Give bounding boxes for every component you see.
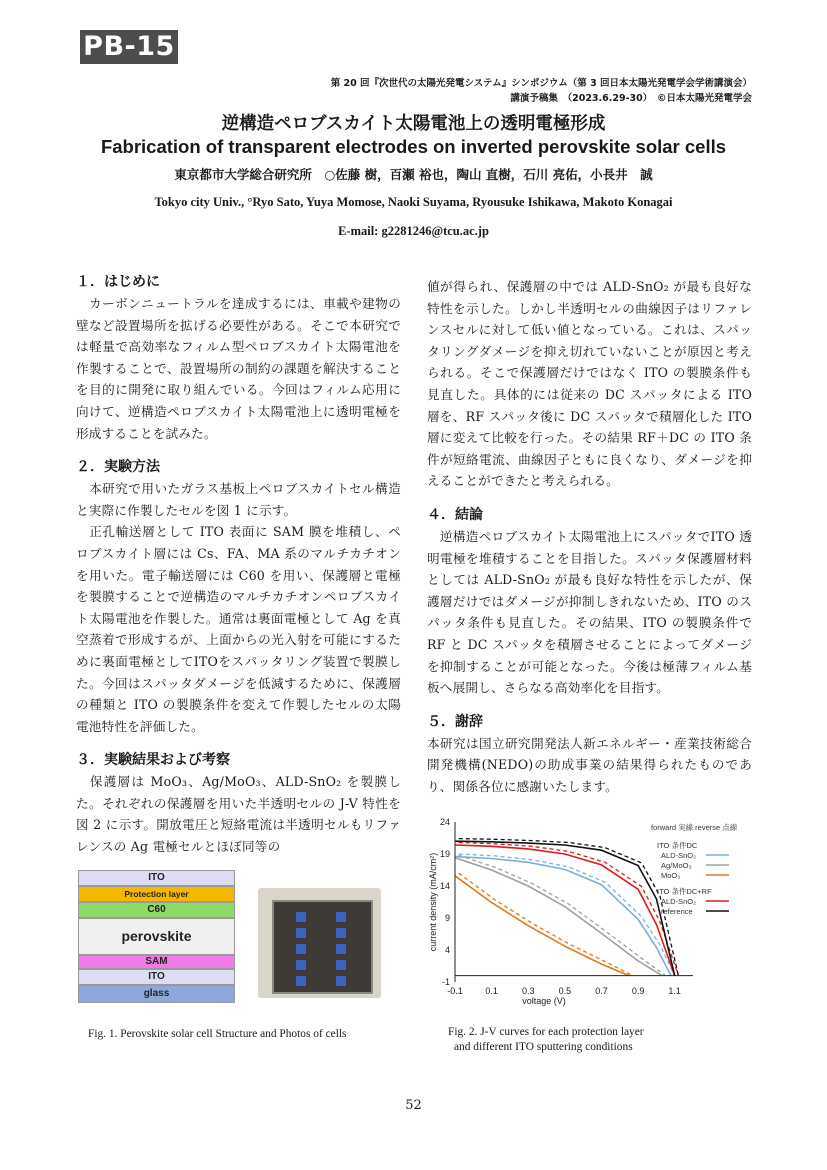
layer-protection: Protection layer bbox=[78, 886, 235, 902]
cells-photo bbox=[258, 888, 381, 998]
layer-c60: C60 bbox=[78, 902, 235, 918]
methods-paragraph-2: 正孔輸送層として ITO 表面に SAM 膜を堆積し、ペロブスカイト層には Cs、FA、MA 系のマルチカチオンを用いた。電子輸送層には C60 を用い、保護層と電極を製膜することで逆構造のマルチカチオンペロブスカイト太陽電池を作製した。通常は裏面電極として Ag を真空蒸着で形成するが、上面からの光入射を可能にするために裏面電極としてITOをスパッタリング装置で製膜した。今回はスパッタダメージを低減するために、保護層の種類と ITO の製膜条件を変えて作製したセルの太陽電池特性を評価した。 bbox=[76, 524, 401, 734]
y-tick-label: 14 bbox=[439, 881, 450, 891]
x-tick-label: 1.1 bbox=[668, 986, 681, 996]
authors-english: Tokyo city Univ., °Ryo Sato, Yuya Momose, Naoki Suyama, Ryousuke Ishikawa, Makoto Konagai bbox=[154, 195, 673, 209]
legend-entry-label: Ag/MoO₃ bbox=[661, 861, 692, 870]
jv-curve-chart bbox=[425, 812, 765, 1012]
legend-group1-title: ITO 条件DC bbox=[657, 841, 698, 850]
conclusion-paragraph: 逆構造ペロブスカイト太陽電池上にスパッタでITO 透明電極を堆積することを目指した。スパッタ保護層材料としては ALD-SnO₂ が最も良好な特性を示したが、保護層だけではダメージが抑制しきれないため、ITO のスパッタ条件も見直した。その結果、ITO の製膜条件で RF と DC スパッタを積層させることによってダメージを抑制することが可能となった。今後は極薄フィルム基板へ展開し、さらなる高効率化を目指す。 bbox=[427, 528, 752, 696]
page-number: 52 bbox=[405, 1098, 422, 1113]
section-heading-intro: １．はじめに bbox=[76, 274, 160, 290]
x-tick-label: 0.1 bbox=[485, 986, 498, 996]
series-line-forward bbox=[455, 841, 675, 975]
x-tick-label: 0.9 bbox=[631, 986, 645, 996]
methods-paragraph-1: 本研究で用いたガラス基板上ペロブスカイトセル構造と実際に作製したセルを図 1 に示す。 bbox=[76, 481, 401, 518]
title-japanese: 逆構造ペロブスカイト太陽電池上の透明電極形成 bbox=[221, 114, 606, 134]
contact-email: E-mail: g2281246@tcu.ac.jp bbox=[338, 224, 489, 238]
series-line-forward bbox=[455, 857, 671, 976]
cell-pad bbox=[336, 928, 346, 938]
cell-pad bbox=[336, 960, 346, 970]
layer-ito-top: ITO bbox=[78, 870, 235, 886]
legend-header: forward 実線 reverse 点線 bbox=[651, 823, 738, 832]
x-axis-title: voltage (V) bbox=[522, 996, 566, 1006]
y-tick-label: -1 bbox=[441, 977, 450, 987]
cells-substrate bbox=[272, 900, 373, 994]
y-tick-label: 4 bbox=[444, 945, 450, 955]
cell-pad bbox=[296, 976, 306, 986]
section-heading-methods: ２．実験方法 bbox=[76, 459, 160, 476]
x-tick-label: -0.1 bbox=[447, 986, 463, 996]
cell-pad bbox=[296, 960, 306, 970]
cell-pad bbox=[336, 976, 346, 986]
conference-header-line2: 講演予稿集 （2023.6.29-30） ©日本太陽光発電学会 bbox=[510, 93, 752, 104]
title-english: Fabrication of transparent electrodes on inverted perovskite solar cells bbox=[100, 136, 727, 157]
conference-header-line1: 第 20 回『次世代の太陽光発電システム』シンポジウム（第 3 回日本太陽光発電学会学術講演会） bbox=[330, 78, 752, 89]
layer-ito-bottom: ITO bbox=[78, 969, 235, 985]
paper-id-badge: PB-15 bbox=[80, 30, 178, 64]
cell-pad bbox=[336, 912, 346, 922]
layer-sam: SAM bbox=[78, 955, 235, 969]
left-column bbox=[76, 271, 401, 858]
figure2-caption-line2: and different ITO sputtering conditions bbox=[454, 1041, 633, 1053]
cell-pad bbox=[296, 928, 306, 938]
section-heading-acknowledgment: ５．謝辞 bbox=[427, 713, 483, 730]
section-heading-results: ３．実験結果および考察 bbox=[76, 752, 230, 769]
acknowledgment-paragraph: 本研究は国立研究開発法人新エネルギー・産業技術総合開発機構(NEDO)の助成事業の結果得られたものであり、関係各位に感謝いたします。 bbox=[427, 735, 752, 794]
layer-perovskite: perovskite bbox=[78, 918, 235, 955]
figure2-caption-line1: Fig. 2. J-V curves for each protection layer bbox=[448, 1026, 644, 1038]
results-paragraph-start: 保護層は MoO₃、Ag/MoO₃、ALD-SnO₂ を製膜した。それぞれの保護層を用いた半透明セルの J-V 特性を図 2 に示す。開放電圧と短絡電流は半透明セルもリファレンスの Ag 電極セルとほぼ同等の bbox=[76, 774, 401, 855]
x-tick-label: 0.5 bbox=[558, 986, 572, 996]
legend-entry-label: ALD-SnO₂ bbox=[661, 851, 697, 860]
intro-paragraph: カーボンニュートラルを達成するには、車載や建物の壁など設置場所を拡げる必要性がある。そこで本研究では軽量で高効率なフィルム型ペロブスカイト太陽電池を作製することで、設置場所の制約の課題を解決することを目的に開発に取り組んでいる。今回はフィルム応用に向けて、逆構造ペロブスカイト太陽電池上に透明電極を形成することを試みた。 bbox=[76, 296, 401, 441]
legend-entry-label: MoO₃ bbox=[661, 871, 681, 880]
legend-entry-label: reference bbox=[661, 907, 693, 916]
right-column bbox=[427, 276, 752, 797]
cell-pad bbox=[296, 912, 306, 922]
y-tick-label: 9 bbox=[444, 913, 450, 923]
series-line-forward bbox=[455, 858, 662, 976]
cell-pad bbox=[296, 944, 306, 954]
legend-entry-label: ALD-SnO₂ bbox=[661, 897, 697, 906]
legend-group2-title: ITO 条件DC+RF bbox=[657, 887, 712, 896]
y-axis-title: current density (mA/cm²) bbox=[428, 852, 438, 952]
y-tick-label: 24 bbox=[439, 817, 450, 827]
authors-japanese: 東京都市大学総合研究所 ○佐藤 樹，百瀬 裕也，陶山 直樹，石川 亮佑，小長井 誠 bbox=[174, 167, 653, 182]
results-paragraph-continued: 値が得られ、保護層の中では ALD-SnO₂ が最も良好な特性を示した。しかし半透明セルの曲線因子はリファレンスセルに対して低い値となっている。これは、スパッタリングダメージを抑え切れていないことが原因と考えられる。そこで保護層だけではなく ITO の製膜条件も見直した。具体的には従来の DC スパッタによる ITO 層を、RF スパッタ後に DC スパッタで積層化した ITO 層に変えて比較を行った。その結果 RF＋DC の ITO 条件が短絡電流、曲線因子ともに良くなり、ダメージを抑えることができたと考えられる。 bbox=[427, 279, 752, 489]
section-heading-conclusion: ４．結論 bbox=[427, 506, 483, 523]
x-tick-label: 0.3 bbox=[521, 986, 535, 996]
y-tick-label: 19 bbox=[439, 849, 450, 859]
layer-glass: glass bbox=[78, 985, 235, 1003]
figure1-caption: Fig. 1. Perovskite solar cell Structure and Photos of cells bbox=[88, 1028, 347, 1040]
cell-pad bbox=[336, 944, 346, 954]
x-tick-label: 0.7 bbox=[595, 986, 608, 996]
